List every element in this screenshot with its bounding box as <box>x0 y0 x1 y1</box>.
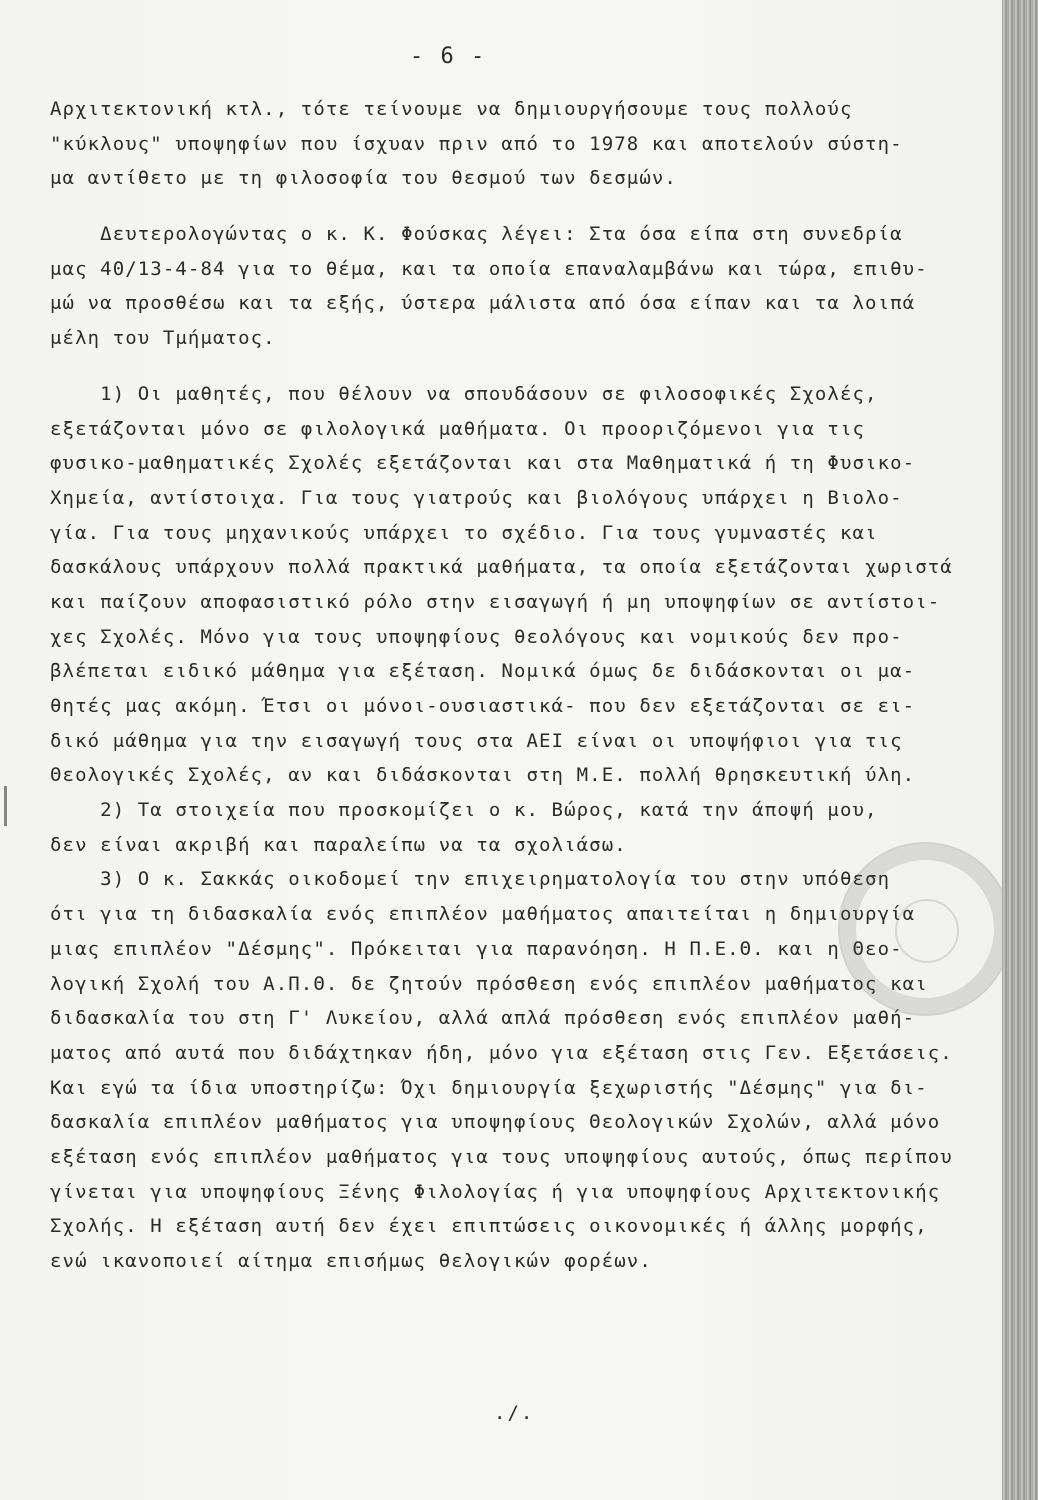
text-line: μας 40/13-4-84 για το θέμα, και τα οποία επαναλαμβάνω και τώρα, επιθυ- <box>50 257 928 280</box>
text-line: Σχολής. Η εξέταση αυτή δεν έχει επιπτώσεις οικονομικές ή άλλης μορφής, <box>50 1215 928 1238</box>
text-line: θητές μας ακόμη. Έτσι οι μόνοι-ουσιαστικά- που δεν εξετάζονται σε ει- <box>50 695 916 717</box>
text-line: μιας επιπλέον "Δέσμης". Πρόκειται για παρανόηση. Η Π.Ε.Θ. και η Θεο- <box>50 937 903 960</box>
text-line: 1) Οι μαθητές, που θέλουν να σπουδάσουν σε φιλοσοφικές Σχολές, <box>50 382 878 405</box>
text-line: γία. Για τους μηχανικούς υπάρχει το σχέδιο. Για τους γυμναστές και <box>50 521 878 544</box>
text-line: Αρχιτεκτονική κτλ., τότε τείνουμε να δημιουργήσουμε τους πολλούς <box>50 98 853 120</box>
text-line: 2) Τα στοιχεία που προσκομίζει ο κ. Βώρος, κατά την άποψή μου, <box>50 799 878 822</box>
text-line: "κύκλους" υποψηφίων που ίσχυαν πριν από το 1978 και αποτελούν σύστη- <box>50 132 903 155</box>
text-line: ενώ ικανοποιεί αίτημα επισήμως θελογικών φορέων. <box>50 1250 652 1272</box>
text-line: μέλη του Τμήματος. <box>50 327 276 350</box>
continuation-mark: ./. <box>494 1402 535 1424</box>
text-line: φυσικο-μαθηματικές Σχολές εξετάζονται και στα Μαθηματικά ή τη Φυσικο- <box>50 452 916 475</box>
text-line: Θεολογικές Σχολές, αν και διδάσκονται στη Μ.Ε. πολλή θρησκευτική ύλη. <box>50 764 916 787</box>
text-line: δασκαλία επιπλέον μαθήματος για υποψηφίους Θεολογικών Σχολών, αλλά μόνο <box>50 1111 941 1134</box>
text-line: δικό μάθημα για την εισαγωγή τους στα ΑΕΙ είναι οι υποψήφιοι για τις <box>50 729 903 752</box>
book-page-edges <box>1002 0 1038 1500</box>
text-line: χες Σχολές. Μόνο για τους υποψηφίους θεολόγους και νομικούς δεν προ- <box>50 625 903 648</box>
text-line: βλέπεται ειδικό μάθημα για εξέταση. Νομικά όμως δε διδάσκονται οι μα- <box>50 660 916 683</box>
text-line: εξετάζονται μόνο σε φιλολογικά μαθήματα. Οι προοριζόμενοι για τις <box>50 417 866 440</box>
paragraph-gap <box>50 196 970 217</box>
text-line: δασκάλους υπάρχουν πολλά πρακτικά μαθήματα, τα οποία εξετάζονται χωριστά <box>50 556 953 579</box>
text-line: λογική Σχολή του Α.Π.Θ. δε ζητούν πρόσθεση ενός επιπλέον μαθήματος και <box>50 972 928 995</box>
text-line: μώ να προσθέσω και τα εξής, ύστερα μάλιστα από όσα είπαν και τα λοιπά <box>50 292 916 315</box>
stamp-emblem <box>895 899 959 963</box>
text-line: 3) Ο κ. Σακκάς οικοδομεί την επιχειρηματολογία του στην υπόθεση <box>50 868 891 891</box>
text-line: εξέταση ενός επιπλέον μαθήματος για τους υποψηφίους αυτούς, όπως περίπου <box>50 1145 953 1168</box>
faded-stamp <box>838 842 1012 1016</box>
text-line: ότι για τη διδασκαλία ενός επιπλέον μαθήματος απαιτείται η δημιουργία <box>50 903 916 926</box>
margin-mark <box>4 786 7 826</box>
body-text <box>50 92 970 1279</box>
text-line: Δευτερολογώντας ο κ. Κ. Φούσκας λέγει: Στα όσα είπα στη συνεδρία <box>50 223 903 246</box>
text-line: διδασκαλία του στη Γ' Λυκείου, αλλά απλά πρόσθεση ενός επιπλέον μαθή- <box>50 1007 916 1030</box>
text-line: Χημεία, αντίστοιχα. Για τους γιατρούς και βιολόγους υπάρχει η Βιολο- <box>50 486 903 509</box>
text-line: και παίζουν αποφασιστικό ρόλο στην εισαγωγή ή μη υποψηφίων σε αντίστοι- <box>50 590 941 613</box>
text-line: δεν είναι ακριβή και παραλείπω να τα σχολιάσω. <box>50 833 627 856</box>
text-line: γίνεται για υποψηφίους Ξένης Φιλολογίας ή για υποψηφίους Αρχιτεκτονικής <box>50 1180 941 1203</box>
text-line: μα αντίθετο με τη φιλοσοφία του θεσμού των δεσμών. <box>50 167 677 190</box>
text-line: Και εγώ τα ίδια υποστηρίζω: Όχι δημιουργία ξεχωριστής "Δέσμης" για δι- <box>50 1076 928 1099</box>
page-number: - 6 - <box>410 44 487 69</box>
paragraph-gap <box>50 356 970 377</box>
text-line: ματος από αυτά που διδάχτηκαν ήδη, μόνο για εξέταση στις Γεν. Εξετάσεις. <box>50 1041 953 1064</box>
